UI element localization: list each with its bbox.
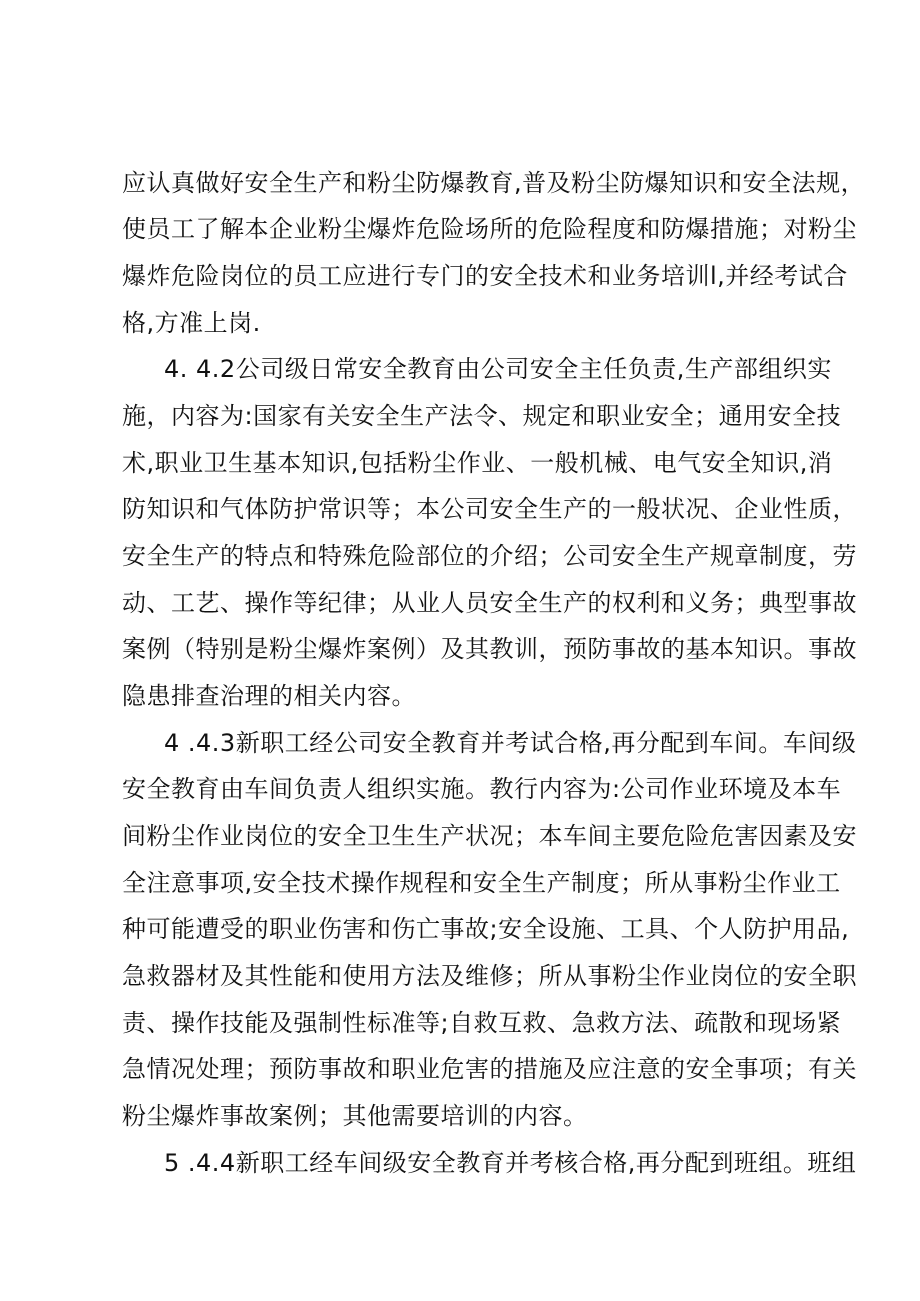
paragraph-3-line-8: 急情况处理；预防事故和职业危害的措施及应注意的安全事项；有关: [122, 1055, 857, 1083]
paragraph-2-line-6: 动、工艺、操作等纪律；从业人员安全生产的权利和义务；典型事故: [122, 589, 857, 617]
paragraph-3-line-1: 4 .4.3新职工经公司安全教育并考试合格,再分配到车间。车间级: [164, 729, 857, 757]
paragraph-3-line-9: 粉尘爆炸事故案例；其他需要培训的内容。: [122, 1102, 588, 1130]
paragraph-3-line-5: 种可能遭受的职业伤害和伤亡事故;安全设施、工具、个人防护用品,: [122, 915, 850, 943]
paragraph-1-line-2: 使员工了解本企业粉尘爆炸危险场所的危险程度和防爆措施；对粉尘: [122, 215, 857, 243]
paragraph-1-line-3: 爆炸危险岗位的员工应进行专门的安全技术和业务培训l,并经考试合: [122, 262, 848, 290]
paragraph-2-line-4: 防知识和气体防护常识等；本公司安全生产的一般状况、企业性质，: [122, 495, 857, 523]
paragraph-3-line-6: 急救器材及其性能和使用方法及维修；所从事粉尘作业岗位的安全职: [122, 962, 857, 990]
paragraph-1-line-1: 应认真做好安全生产和粉尘防爆教育,普及粉尘防爆知识和安全法规，: [122, 169, 866, 197]
paragraph-3-line-7: 责、操作技能及强制性标准等;自救互救、急救方法、疏散和现场紧: [122, 1009, 842, 1037]
paragraph-2-line-5: 安全生产的特点和特殊危险部位的介绍；公司安全生产规章制度，劳: [122, 542, 857, 570]
paragraph-4-line-1: 5 .4.4新职工经车间级安全教育并考核合格,再分配到班组。班组: [164, 1149, 857, 1177]
paragraph-3-line-3: 间粉尘作业岗位的安全卫生生产状况；本车间主要危险危害因素及安: [122, 822, 857, 850]
paragraph-3-line-4: 全注意事项,安全技术操作规程和安全生产制度；所从事粉尘作业工: [122, 869, 841, 897]
paragraph-3-line-2: 安全教育由车间负责人组织实施。教行内容为:公司作业环境及本车: [122, 775, 842, 803]
paragraph-2-line-7: 案例（特别是粉尘爆炸案例）及其教训，预防事故的基本知识。事故: [122, 635, 857, 663]
paragraph-2-line-8: 隐患排查治理的相关内容。: [122, 682, 416, 710]
paragraph-2-line-2: 施，内容为:国家有关安全生产法令、规定和职业安全；通用安全技: [122, 402, 842, 430]
paragraph-1-line-4: 格,方准上岗.: [122, 309, 261, 337]
paragraph-2-line-3: 术,职业卫生基本知识,包括粉尘作业、一般机械、电气安全知识,消: [122, 449, 833, 477]
paragraph-2-line-1: 4. 4.2公司级日常安全教育由公司安全主任负责,生产部组织实: [164, 355, 832, 383]
